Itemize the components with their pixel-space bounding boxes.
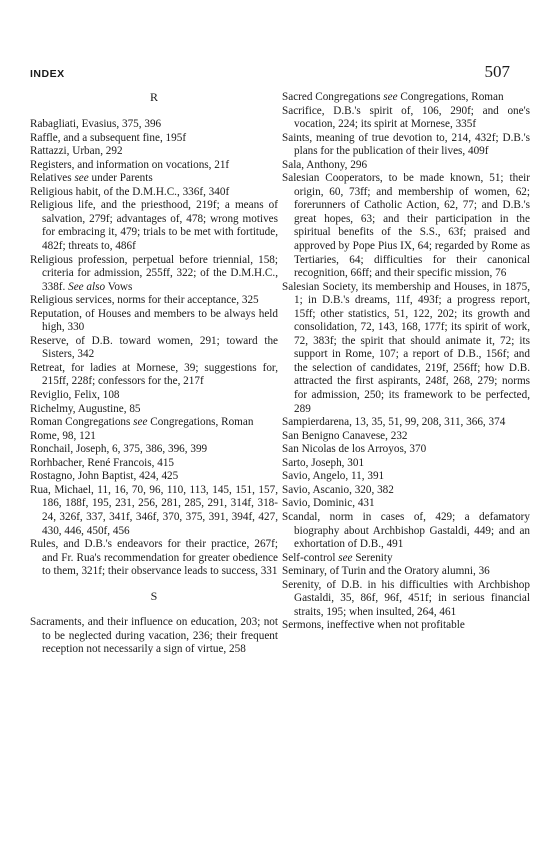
index-entry: Rorhbacher, René Francois, 415 [30, 456, 175, 469]
index-entry: Rostagno, John Baptist, 424, 425 [30, 470, 179, 483]
index-entry: Sacrifice, D.B.'s spirit of, 106, 290f; and one's vocation, 224; its spirit at Mornese, 335f [282, 104, 530, 131]
index-entry: Reserve, of D.B. toward women, 291; toward the Sisters, 342 [30, 334, 278, 361]
index-entry: Rua, Michael, 11, 16, 70, 96, 110, 113, 145, 151, 157, 186, 188f, 195, 231, 256, 281, 285, 291, 314f, 318-24, 326f, 337, 341f, 346f, 370, 375, 391, 394f, 427, 430, 446, 450f, 456 [30, 483, 278, 537]
left-column [30, 91, 278, 657]
index-entry: Rabagliati, Evasius, 375, 396 [30, 118, 162, 131]
index-entry: Registers, and information on vocations, 21f [30, 158, 230, 171]
index-entry: Sacred Congregations see Congregations, Roman [282, 91, 504, 103]
index-entry: Savio, Dominic, 431 [282, 497, 375, 510]
index-entry: Relatives see under Parents [30, 172, 153, 185]
index-entry: Reputation, of Houses and members to be always held high, 330 [30, 307, 278, 334]
index-entry: Scandal, norm in cases of, 429; a defamatory biography about Archbishop Gastaldi, 449; and an exhortation of D.B., 491 [282, 510, 530, 551]
index-entry: Raffle, and a subsequent fine, 195f [30, 131, 187, 144]
index-entry: Religious services, norms for their acceptance, 325 [30, 294, 259, 307]
page-number: 507 [484, 62, 510, 81]
index-entry: Salesian Cooperators, to be made known, 51; their origin, 60, 73ff; and membership of women, 62; forerunners of Catholic Action, 62, 77; and D.B.'s great hopes, 63; and their participation in the spiritual benefits of the S.S., 63f; praised and approved by Pope Pius IX, 64; regarded by Rome as Tertiaries, 64; difficulties for their canonical recognition, 66ff; and their specific mission, 76 [282, 172, 530, 280]
index-entry: Self-control see Serenity [282, 551, 393, 564]
index-entry: Ronchail, Joseph, 6, 375, 386, 396, 399 [30, 443, 208, 456]
section-letter-s: S [150, 588, 158, 603]
index-entry: Religious habit, of the D.M.H.C., 336f, 340f [30, 185, 230, 198]
index-entry: Religious profession, perpetual before triennial, 158; criteria for admission, 255ff, 322; of the D.M.H.C., 338f. See also Vows [30, 253, 278, 293]
index-entry: Reviglio, Felix, 108 [30, 389, 120, 402]
index-entry: Rules, and D.B.'s endeavors for their practice, 267f; and Fr. Rua's recommendation for greater obedience to them, 321f; their observance leads to success, 331 [30, 538, 278, 578]
index-entry: Sermons, ineffective when not profitable [282, 619, 465, 632]
entries-s-continued-list [282, 91, 530, 633]
index-entry: Sampierdarena, 13, 35, 51, 99, 208, 311, 366, 374 [282, 416, 506, 429]
index-entry: Roman Congregations see Congregations, Roman [30, 416, 254, 429]
index-entry: Rome, 98, 121 [30, 429, 96, 442]
index-entry: Sacraments, and their influence on education, 203; not to be neglected during vacation, 236; their frequent reception not necessarily a sign of virtue, 258 [30, 616, 278, 656]
entries-s-list [30, 616, 278, 657]
index-entry: Rattazzi, Urban, 292 [30, 145, 123, 158]
index-entry: San Nicolas de los Arroyos, 370 [282, 443, 427, 456]
index-entry: Saints, meaning of true devotion to, 214, 432f; D.B.'s plans for the publication of their lives, 409f [282, 131, 530, 158]
running-header-title: INDEX [30, 68, 65, 80]
index-entry: Salesian Society, its membership and Houses, in 1875, 1; in D.B.'s dreams, 11f, 493f; a progress report, 15ff; other statistics, 51, 122, 202; its growth and consolidation, 72, 143, 168, 177f; its spirit of work, 72, 383f; the spirit that should animate it, 72; its support in Rome, 107; a report of D.B., 156f; and the selection of candidates, 219f, 256ff; how D.B. attracted the first aspirants, 248f, 268, 279; norms for admission, 250; its framework to be perfected, 289 [282, 280, 530, 415]
index-entry: Savio, Ascanio, 320, 382 [282, 483, 394, 496]
index-entry: Seminary, of Turin and the Oratory alumni, 36 [282, 565, 490, 578]
index-entry: Serenity, of D.B. in his difficulties with Archbishop Gastaldi, 35, 86f, 96f, 451f; in serious financial straits, 195; when insulted, 264, 461 [282, 578, 530, 618]
index-entry: Sala, Anthony, 296 [282, 158, 368, 171]
right-column [282, 91, 530, 633]
index-entry: Richelmy, Augustine, 85 [30, 402, 141, 415]
index-entry: Sarto, Joseph, 301 [282, 456, 365, 469]
index-entry: Religious life, and the priesthood, 219f; a means of salvation, 279f; advantages of, 478; wrong motives for embracing it, 479; trials to be met with fortitude, 482f; threats to, 486f [30, 199, 278, 253]
index-entry: Retreat, for ladies at Mornese, 39; suggestions for, 215ff, 228f; confessors for the, 217f [30, 361, 278, 388]
index-entry: Savio, Angelo, 11, 391 [282, 470, 385, 483]
section-letter-r: R [149, 90, 158, 104]
index-entry: San Benigno Canavese, 232 [282, 429, 408, 442]
entries-r-list [30, 118, 278, 579]
